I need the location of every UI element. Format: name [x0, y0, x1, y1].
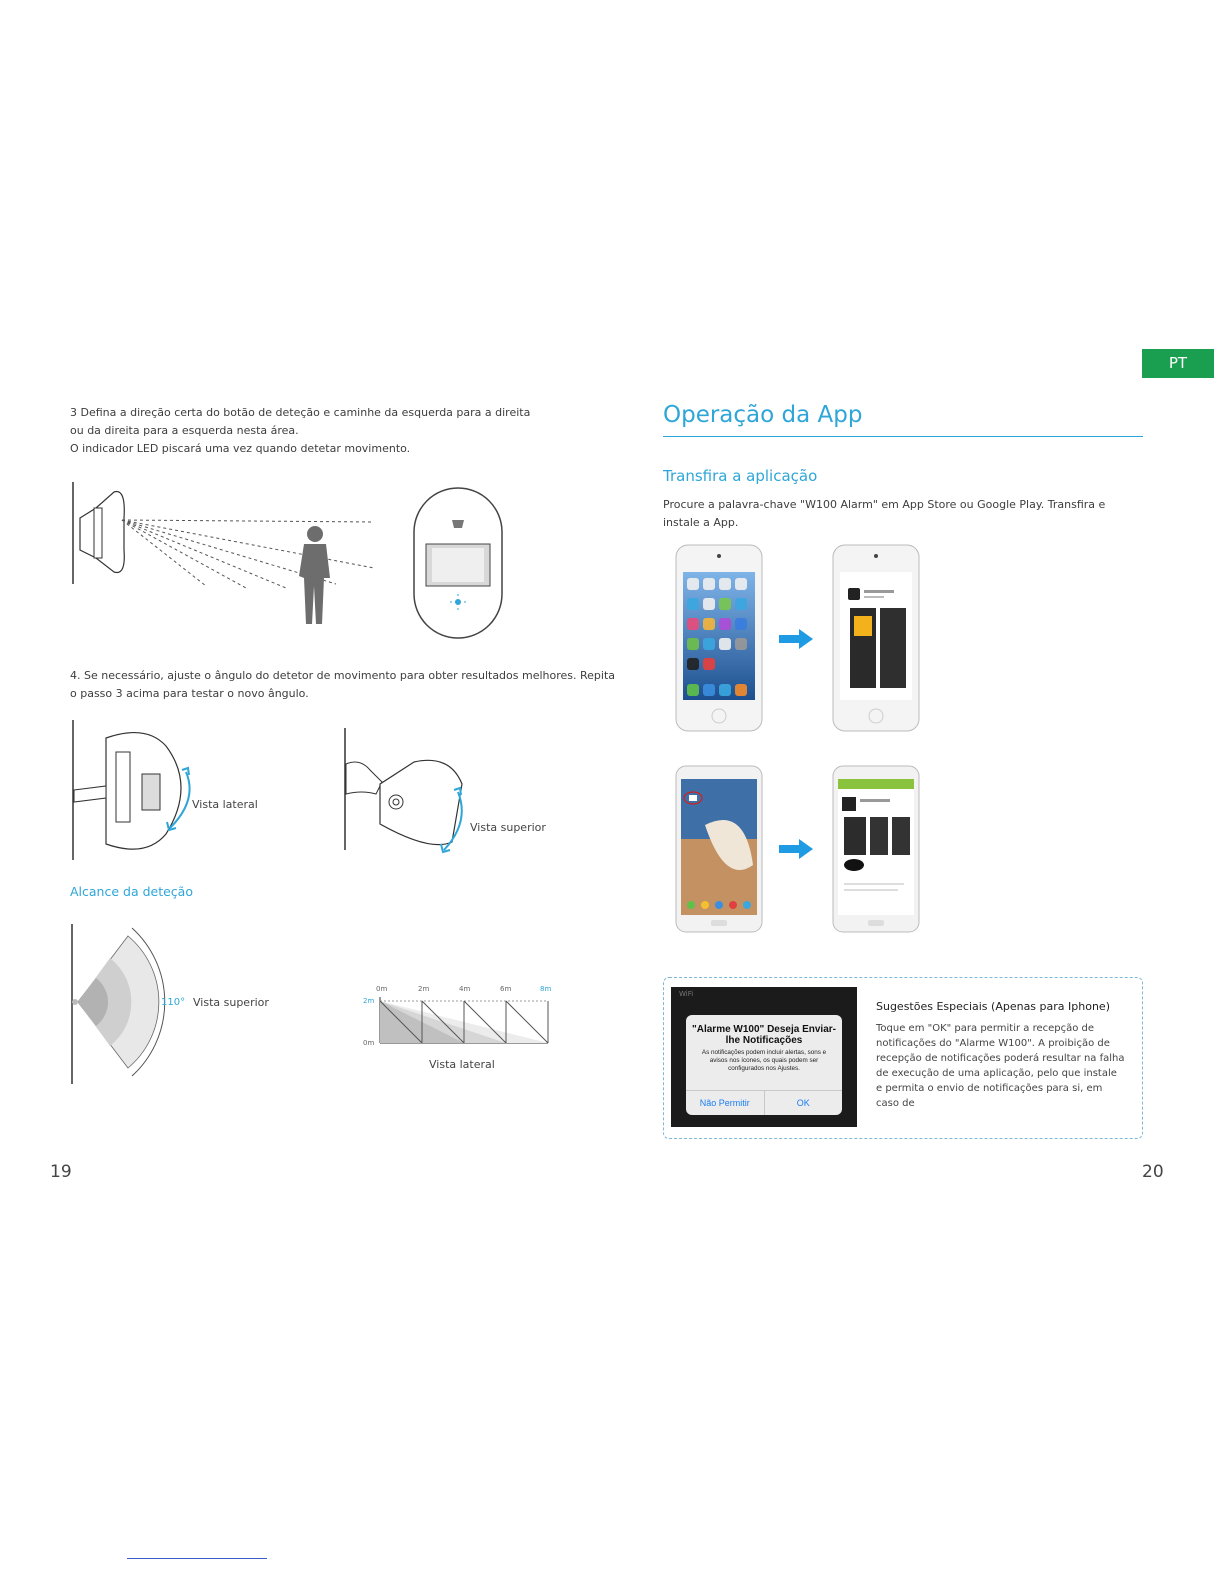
range-vista-superior-label: Vista superior [193, 996, 269, 1009]
detector-front-illustration [412, 486, 506, 642]
section-title-alcance: Alcance da deteção [70, 884, 193, 899]
status-label: WiFi [679, 990, 694, 998]
step4-line: 4. Se necessário, ajuste o ângulo do detetor de movimento para obter resultados melhores. Repita [70, 669, 616, 682]
step4-line: o passo 3 acima para testar o novo ângulo. [70, 687, 309, 700]
tick-label: 6m [500, 985, 512, 993]
dialog-title: "Alarme W100" Deseja Enviar-lhe Notificações [692, 1024, 836, 1046]
link-underline [127, 1558, 267, 1559]
iphone-home-screen-image [675, 544, 763, 732]
range-side-view-diagram [378, 995, 550, 1047]
intro-line: Procure a palavra-chave "W100 Alarm" em App Store ou Google Play. Transfira e [663, 498, 1106, 511]
range-angle-label: 110° [161, 997, 186, 1008]
rotate-arrow-icon [164, 766, 194, 832]
page-title: Operação da App [663, 402, 863, 428]
dialog-message: As notificações podem incluir alertas, sons e avisos nos ícones, os quais podem ser configurados nos Ajustes. [701, 1049, 827, 1072]
title-divider [663, 436, 1143, 437]
tick-label: 4m [459, 985, 471, 993]
step3-line: ou da direita para a esquerda nesta área. [70, 424, 299, 437]
tip-title: Sugestões Especiais (Apenas para Iphone) [876, 1000, 1110, 1013]
ok-button[interactable]: OK [796, 1098, 810, 1108]
intro-text [663, 496, 1105, 532]
deny-button[interactable]: Não Permitir [686, 1091, 765, 1115]
android-google-play-image [832, 765, 920, 933]
vista-lateral-label: Vista lateral [192, 798, 258, 811]
step3-text [70, 404, 530, 458]
step4-text [70, 667, 615, 703]
dialog-buttons [686, 1090, 842, 1115]
arrow-right-icon [779, 629, 813, 649]
iphone-app-store-image [832, 544, 920, 732]
language-tab: PT [1142, 349, 1214, 378]
intro-line: instale a App. [663, 516, 739, 529]
vista-superior-label: Vista superior [470, 821, 546, 834]
tick-label: 2m [363, 997, 375, 1005]
section-title-transfira: Transfira a aplicação [663, 467, 818, 485]
tick-label: 0m [363, 1039, 375, 1047]
arrow-right-icon [779, 839, 813, 859]
ios-notification-screenshot [671, 987, 857, 1127]
range-vista-lateral-label: Vista lateral [429, 1058, 495, 1071]
step3-line: O indicador LED piscará uma vez quando detetar movimento. [70, 442, 411, 455]
tick-label: 2m [418, 985, 430, 993]
detection-direction-illustration [66, 478, 386, 628]
step3-line: 3 Defina a direção certa do botão de deteção e caminhe da esquerda para a direita [70, 406, 531, 419]
tick-label: 8m [540, 985, 552, 993]
tip-body: Toque em "OK" para permitir a recepção de notificações do "Alarme W100". A proibição de recepção de notificações poderá resultar na falha de execução de uma aplicação, pelo que instale e permita o envio de notificações para si, em caso de [876, 1023, 1125, 1109]
tick-label: 0m [376, 985, 388, 993]
android-home-screen-image [675, 765, 763, 933]
rotate-arrow-icon [438, 786, 468, 854]
ios-permission-dialog [686, 1015, 842, 1115]
page-number-right: 20 [1142, 1162, 1164, 1182]
page-number-left: 19 [50, 1162, 72, 1182]
